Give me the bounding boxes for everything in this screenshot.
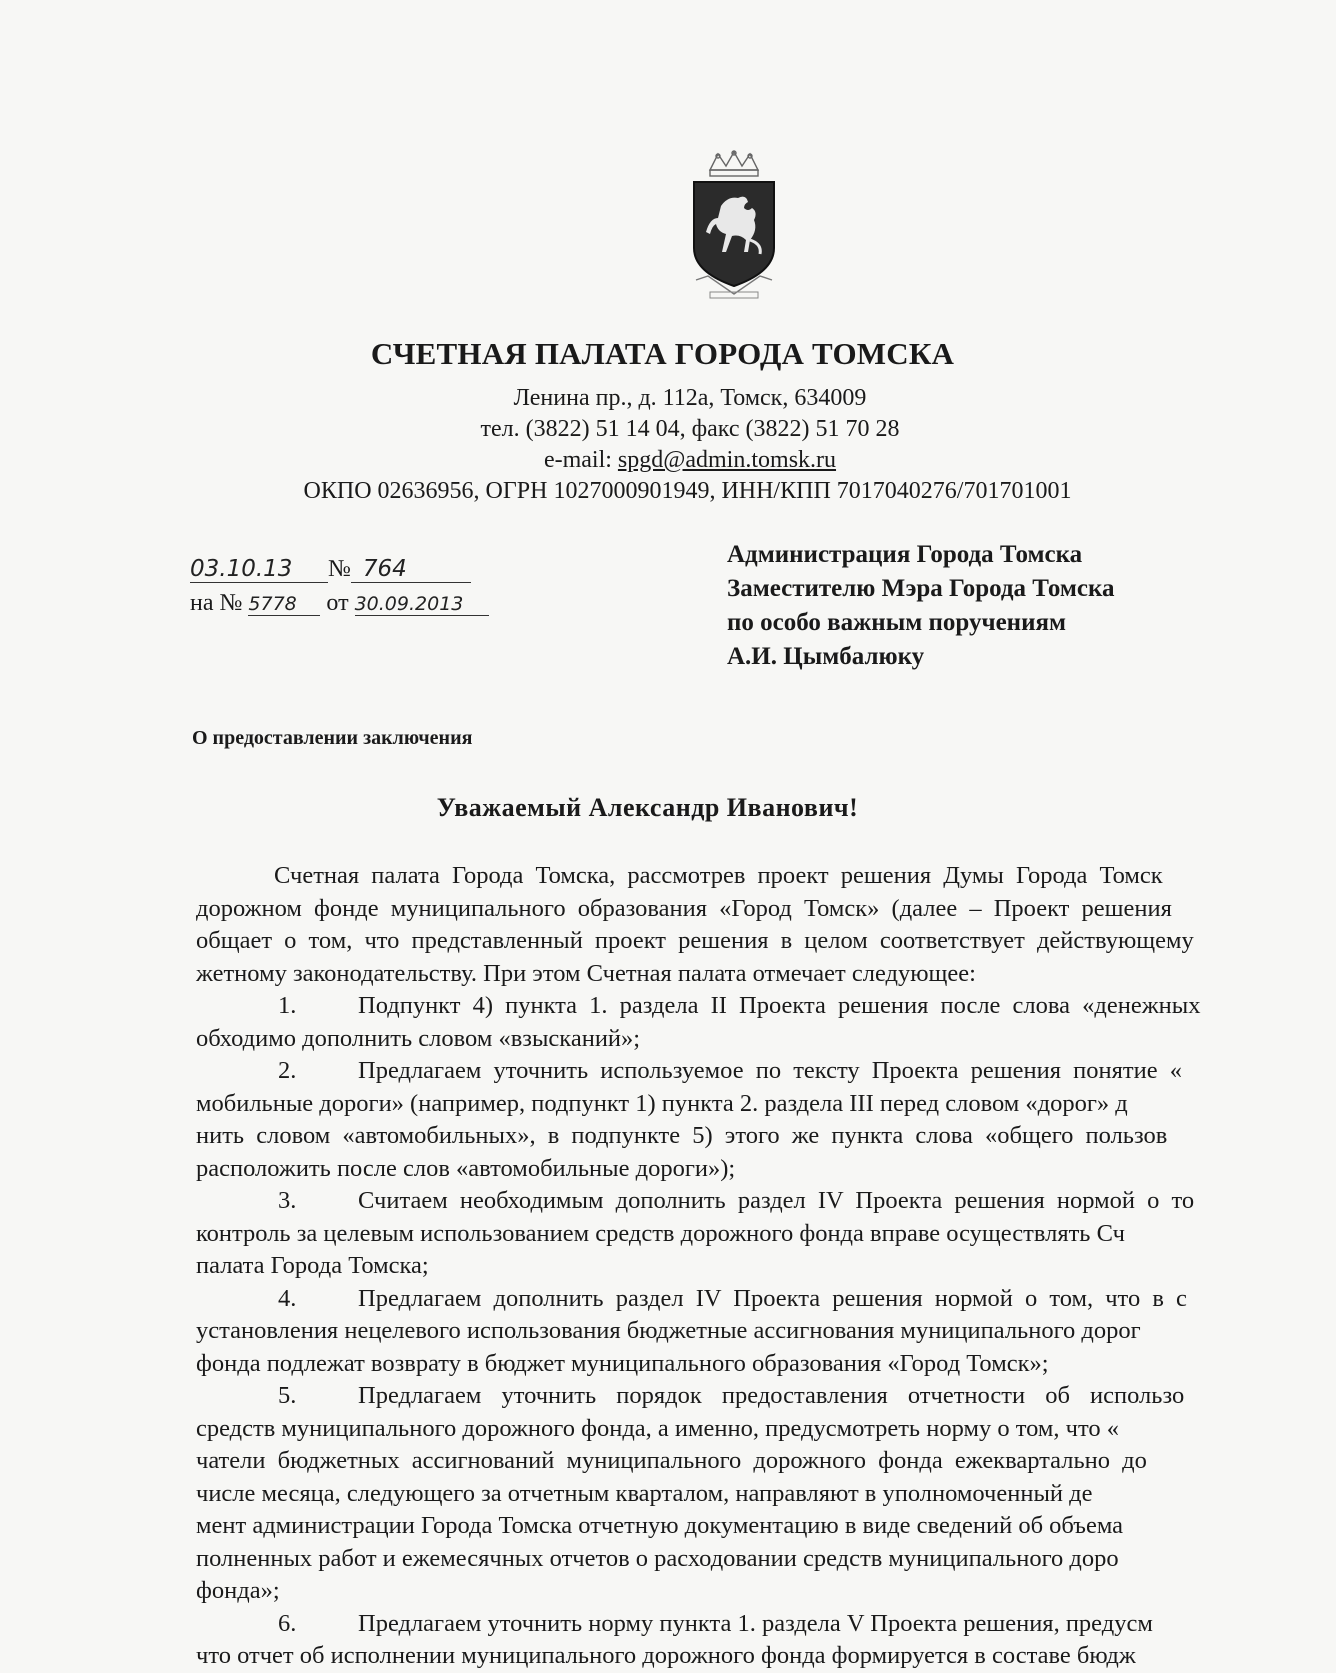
- recipient-line: по особо важным поручениям: [727, 609, 1067, 636]
- list-item: [196, 1283, 1336, 1316]
- body-line: средств муниципального дорожного фонда, а именно, предусмотреть норму о том, что «: [196, 1414, 1119, 1442]
- reply-date: 30.09.2013: [355, 593, 489, 616]
- reply-number: 5778: [248, 593, 320, 616]
- email-link[interactable]: spgd@admin.tomsk.ru: [617, 447, 837, 473]
- body-line: жетному законодательству. При этом Счетная палата отмечает следующее:: [196, 959, 976, 987]
- body-line: дорожном фонде муниципального образования «Город Томск» (далее – Проект решения: [196, 894, 1172, 922]
- body-line: мент администрации Города Томска отчетную документацию в виде сведений об объема: [196, 1512, 1124, 1539]
- outgoing-registration: [190, 556, 471, 583]
- outgoing-date: 03.10.13: [190, 556, 328, 583]
- recipient-name: А.И. Цымбалюку: [727, 643, 925, 670]
- body-line: общает о том, что представленный проект решения в целом соответствует действующему: [196, 927, 1194, 954]
- body-line: Считаем необходимым дополнить раздел IV Проекта решения нормой о то: [358, 1187, 1195, 1214]
- body-line: обходимо дополнить словом «взысканий»;: [196, 1024, 641, 1052]
- body-line: палата Города Томска;: [196, 1252, 429, 1279]
- body-line: Предлагаем уточнить норму пункта 1. раздела V Проекта решения, предусм: [358, 1609, 1153, 1637]
- reply-label: на №: [190, 590, 243, 616]
- recipient-line: Заместителю Мэра Города Томска: [727, 575, 1115, 602]
- letter-body: [196, 860, 1336, 1673]
- body-line: Предлагаем уточнить порядок предоставления отчетности об использо: [358, 1382, 1185, 1409]
- coat-of-arms-icon: [688, 148, 780, 306]
- recipient-line: Администрация Города Томска: [727, 541, 1083, 568]
- list-item: [196, 1055, 1336, 1088]
- salutation: Уважаемый Александр Иванович!: [436, 793, 859, 822]
- body-line: Предлагаем дополнить раздел IV Проекта решения нормой о том, что в с: [358, 1284, 1187, 1312]
- organization-phones: тел. (3822) 51 14 04, факс (3822) 51 70 28: [480, 416, 900, 442]
- list-item: [196, 990, 1336, 1023]
- list-number: 2.: [278, 1057, 297, 1084]
- list-item: [196, 1185, 1336, 1218]
- body-line: расположить после слов «автомобильные дороги»);: [196, 1154, 736, 1182]
- body-line: чатели бюджетных ассигнований муниципального дорожного фонда ежеквартально до: [196, 1447, 1147, 1474]
- body-line: полненных работ и ежемесячных отчетов о расходовании средств муниципального доро: [196, 1544, 1119, 1572]
- list-number: 1.: [278, 992, 297, 1019]
- body-line: установления нецелевого использования бюджетные ассигнования муниципального дорог: [196, 1317, 1141, 1344]
- list-number: 5.: [278, 1382, 297, 1409]
- list-number: 6.: [278, 1609, 297, 1637]
- body-line: фонда»;: [196, 1577, 280, 1604]
- organization-email-line: [0, 445, 1275, 475]
- from-label: от: [326, 590, 349, 616]
- body-line: числе месяца, следующего за отчетным кварталом, направляют в уполномоченный де: [196, 1479, 1093, 1507]
- number-label: №: [328, 556, 351, 582]
- email-label: e-mail:: [543, 447, 618, 473]
- list-number: 4.: [278, 1284, 297, 1312]
- body-line: что отчет об исполнении муниципального дорожного фонда формируется в составе бюдж: [196, 1642, 1136, 1669]
- body-line: Предлагаем уточнить используемое по тексту Проекта решения понятие «: [358, 1057, 1182, 1084]
- body-line: контроль за целевым использованием средств дорожного фонда вправе осуществлять Сч: [196, 1219, 1125, 1247]
- body-line: Подпункт 4) пункта 1. раздела II Проекта решения после слова «денежных: [358, 992, 1201, 1019]
- organization-address: Ленина пр., д. 112а, Томск, 634009: [513, 385, 867, 411]
- list-number: 3.: [278, 1187, 297, 1214]
- body-line: нить словом «автомобильных», в подпункте 5) этого же пункта слова «общего пользов: [196, 1122, 1168, 1149]
- list-item: [196, 1608, 1336, 1641]
- list-item: [196, 1380, 1336, 1413]
- reply-registration: [190, 590, 489, 617]
- body-line: Счетная палата Города Томска, рассмотрев проект решения Думы Города Томск: [274, 862, 1163, 889]
- body-line: фонда подлежат возврату в бюджет муниципального образования «Город Томск»;: [196, 1349, 1049, 1377]
- organization-codes: ОКПО 02636956, ОГРН 1027000901949, ИНН/КПП 7017040276/701701001: [303, 478, 1072, 504]
- letter-subject: О предоставлении заключения: [192, 727, 473, 749]
- body-line: мобильные дороги» (например, подпункт 1) пункта 2. раздела III перед словом «дорог» д: [196, 1089, 1128, 1117]
- organization-name: СЧЕТНАЯ ПАЛАТА ГОРОДА ТОМСКА: [370, 336, 955, 371]
- outgoing-number: 764: [351, 556, 471, 583]
